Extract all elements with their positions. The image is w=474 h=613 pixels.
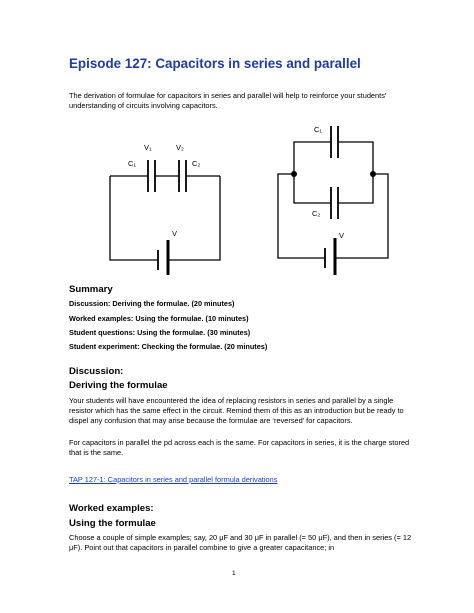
series-v2-label: V₂ — [176, 143, 184, 152]
series-c1-label: C₁ — [128, 159, 136, 168]
page-title: Episode 127: Capacitors in series and parallel — [69, 56, 361, 71]
worked-examples-paragraph: Choose a couple of simple examples; say, 20 μF and 30 μF in parallel (= 50 μF), and then in series (= 12 μF). Point out that capacitors in parallel combine to give a greater capacitance; in — [69, 533, 412, 552]
discussion-paragraph-2: For capacitors in parallel the pd across each is the same. For capacitors in series, it is the charge stored that is the same. — [69, 438, 410, 457]
junction-left — [291, 171, 297, 177]
circuit-diagrams — [0, 115, 474, 275]
intro-paragraph: The derivation of formulae for capacitors in series and parallel will help to reinforce your students’ understanding of circuits involving capacitors. — [69, 91, 387, 110]
parallel-circuit — [278, 126, 388, 275]
worked-examples-heading: Worked examples: — [69, 503, 154, 514]
discussion-heading: Discussion: — [69, 366, 124, 377]
series-circuit — [110, 160, 220, 275]
series-c2-label: C₂ — [192, 159, 201, 168]
summary-item: Student experiment: Checking the formulae. (20 minutes) — [69, 342, 268, 351]
page-number: 1 — [232, 570, 236, 577]
series-v1-label: V₁ — [144, 143, 152, 152]
series-v-label: V — [172, 229, 178, 238]
summary-item: Discussion: Deriving the formulae. (20 minutes) — [69, 299, 235, 308]
discussion-subheading: Deriving the formulae — [69, 380, 168, 391]
summary-heading: Summary — [69, 284, 113, 295]
junction-right — [370, 171, 376, 177]
derivations-link[interactable]: TAP 127-1: Capacitors in series and parallel formula derivations — [69, 475, 278, 484]
discussion-paragraph-1: Your students will have encountered the idea of replacing resistors in series and parallel by a single resistor which has the same effect in the circuit. Remind them of this as an introduction but be ready to dispel any confusion that may arise because the formulae are ‘reversed’ for capacitors. — [69, 396, 404, 425]
parallel-c1-label: C₁ — [314, 125, 322, 134]
summary-item: Student questions: Using the formulae. (30 minutes) — [69, 328, 251, 337]
parallel-c2-label: C₂ — [312, 209, 321, 218]
worked-examples-subheading: Using the formulae — [69, 518, 156, 529]
summary-item: Worked examples: Using the formulae. (10 minutes) — [69, 314, 249, 323]
parallel-v-label: V — [339, 231, 345, 240]
